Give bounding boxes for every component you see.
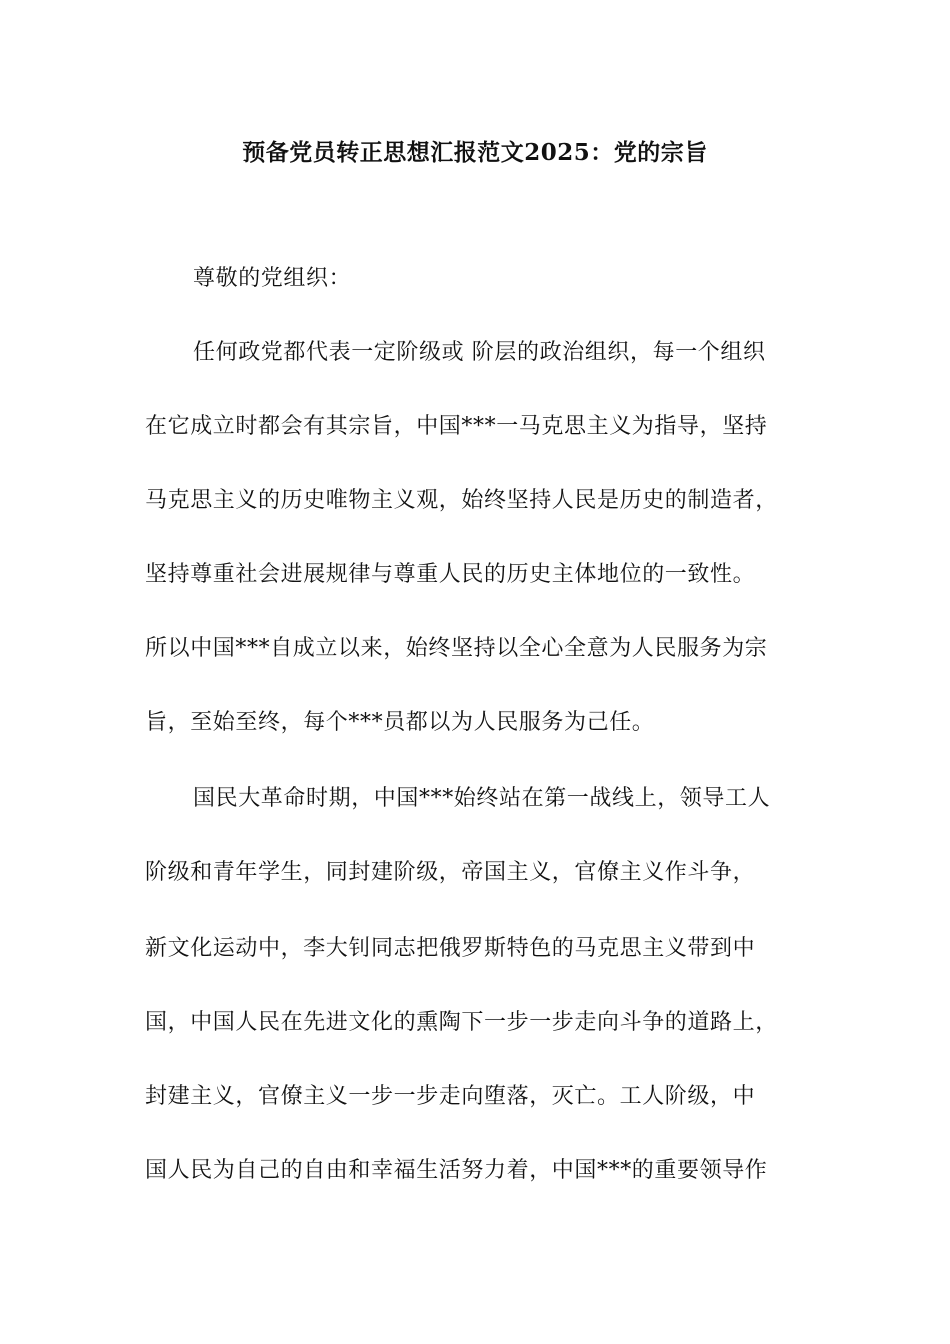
salutation: 尊敬的党组织：: [193, 266, 352, 291]
paragraph-line: 国人民为自己的自由和幸福生活努力着，中国***的重要领导作: [145, 1158, 768, 1183]
document-title: 预备党员转正思想汇报范文2025：党的宗旨: [242, 139, 708, 166]
paragraph-line: 马克思主义的历史唯物主义观，始终坚持人民是历史的制造者，: [145, 488, 778, 513]
paragraph-line: 国民大革命时期，中国***始终站在第一战线上，领导工人: [193, 786, 771, 811]
paragraph-line: 封建主义，官僚主义一步一步走向堕落，灭亡。工人阶级，中: [145, 1084, 756, 1109]
paragraph-line: 在它成立时都会有其宗旨，中国***一马克思主义为指导，坚持: [145, 414, 768, 439]
paragraph-line: 坚持尊重社会进展规律与尊重人民的历史主体地位的一致性。: [145, 562, 756, 587]
paragraph-line: 所以中国***自成立以来，始终坚持以全心全意为人民服务为宗: [145, 636, 768, 661]
paragraph-line: 国，中国人民在先进文化的熏陶下一步一步走向斗争的道路上，: [145, 1010, 778, 1035]
paragraph-line: 任何政党都代表一定阶级或 阶层的政治组织，每一个组织: [193, 340, 766, 365]
paragraph-line: 阶级和青年学生，同封建阶级，帝国主义，官僚主义作斗争，: [145, 860, 756, 885]
paragraph-line: 新文化运动中，李大钊同志把俄罗斯特色的马克思主义带到中: [145, 936, 756, 961]
paragraph-line: 旨，至始至终，每个***员都以为人民服务为己任。: [145, 710, 655, 735]
